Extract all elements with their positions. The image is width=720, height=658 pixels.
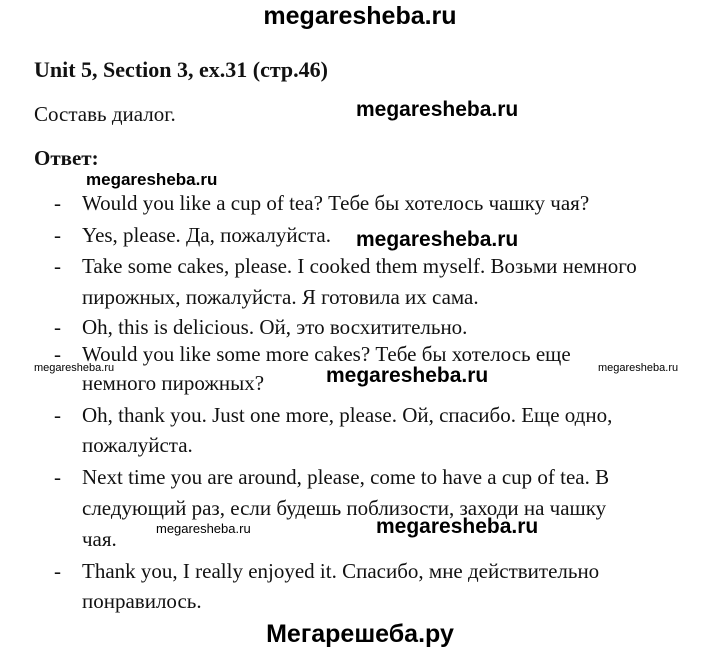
dialogue-line: Would you like a cup of tea? Тебе бы хотелось чашку чая?	[82, 191, 590, 215]
dialogue-line: следующий раз, если будешь поблизости, заходи на чашку	[82, 496, 607, 520]
answer-label: Ответ:	[34, 146, 99, 170]
dialogue-line: Oh, thank you. Just one more, please. Ой, спасибо. Еще одно,	[82, 403, 613, 427]
dialogue-line: чая.	[82, 527, 117, 551]
dialogue-line: Next time you are around, please, come to have a cup of tea. В	[82, 465, 610, 489]
dialogue-line: немного пирожных?	[82, 371, 265, 395]
dash: -	[54, 465, 61, 489]
watermark: megaresheba.ru	[156, 521, 251, 536]
dialogue-line: Would you like some more cakes? Тебе бы хотелось еще	[82, 342, 571, 366]
dash: -	[54, 315, 61, 339]
watermark: megaresheba.ru	[326, 364, 489, 387]
task-text: Составь диалог.	[34, 102, 176, 126]
dash: -	[54, 559, 61, 583]
watermark: megaresheba.ru	[34, 362, 115, 374]
watermark: megaresheba.ru	[356, 98, 519, 121]
dash: -	[54, 403, 61, 427]
dash: -	[54, 254, 61, 278]
watermark: megaresheba.ru	[356, 228, 519, 251]
watermark: megaresheba.ru	[86, 170, 218, 189]
dash: -	[54, 223, 61, 247]
dash: -	[54, 191, 61, 215]
dialogue-line: Take some cakes, please. I cooked them myself. Возьми немного	[82, 254, 637, 278]
watermark-bottom: Мегарешеба.ру	[266, 620, 454, 648]
exercise-heading: Unit 5, Section 3, ex.31 (стр.46)	[34, 57, 328, 82]
dialogue-line: Thank you, I really enjoyed it. Спасибо, мне действительно	[82, 559, 600, 583]
watermark: megaresheba.ru	[598, 362, 679, 374]
dialogue-line: понравилось.	[82, 589, 202, 613]
dash: -	[54, 342, 61, 366]
dialogue-line: Yes, please. Да, пожалуйста.	[82, 223, 331, 247]
dialogue-line: пирожных, пожалуйста. Я готовила их сама.	[82, 285, 479, 309]
watermark: megaresheba.ru	[376, 515, 539, 538]
watermark-top: megaresheba.ru	[263, 2, 457, 30]
dialogue-line: пожалуйста.	[82, 433, 193, 457]
dialogue-line: Oh, this is delicious. Ой, это восхитительно.	[82, 315, 468, 339]
